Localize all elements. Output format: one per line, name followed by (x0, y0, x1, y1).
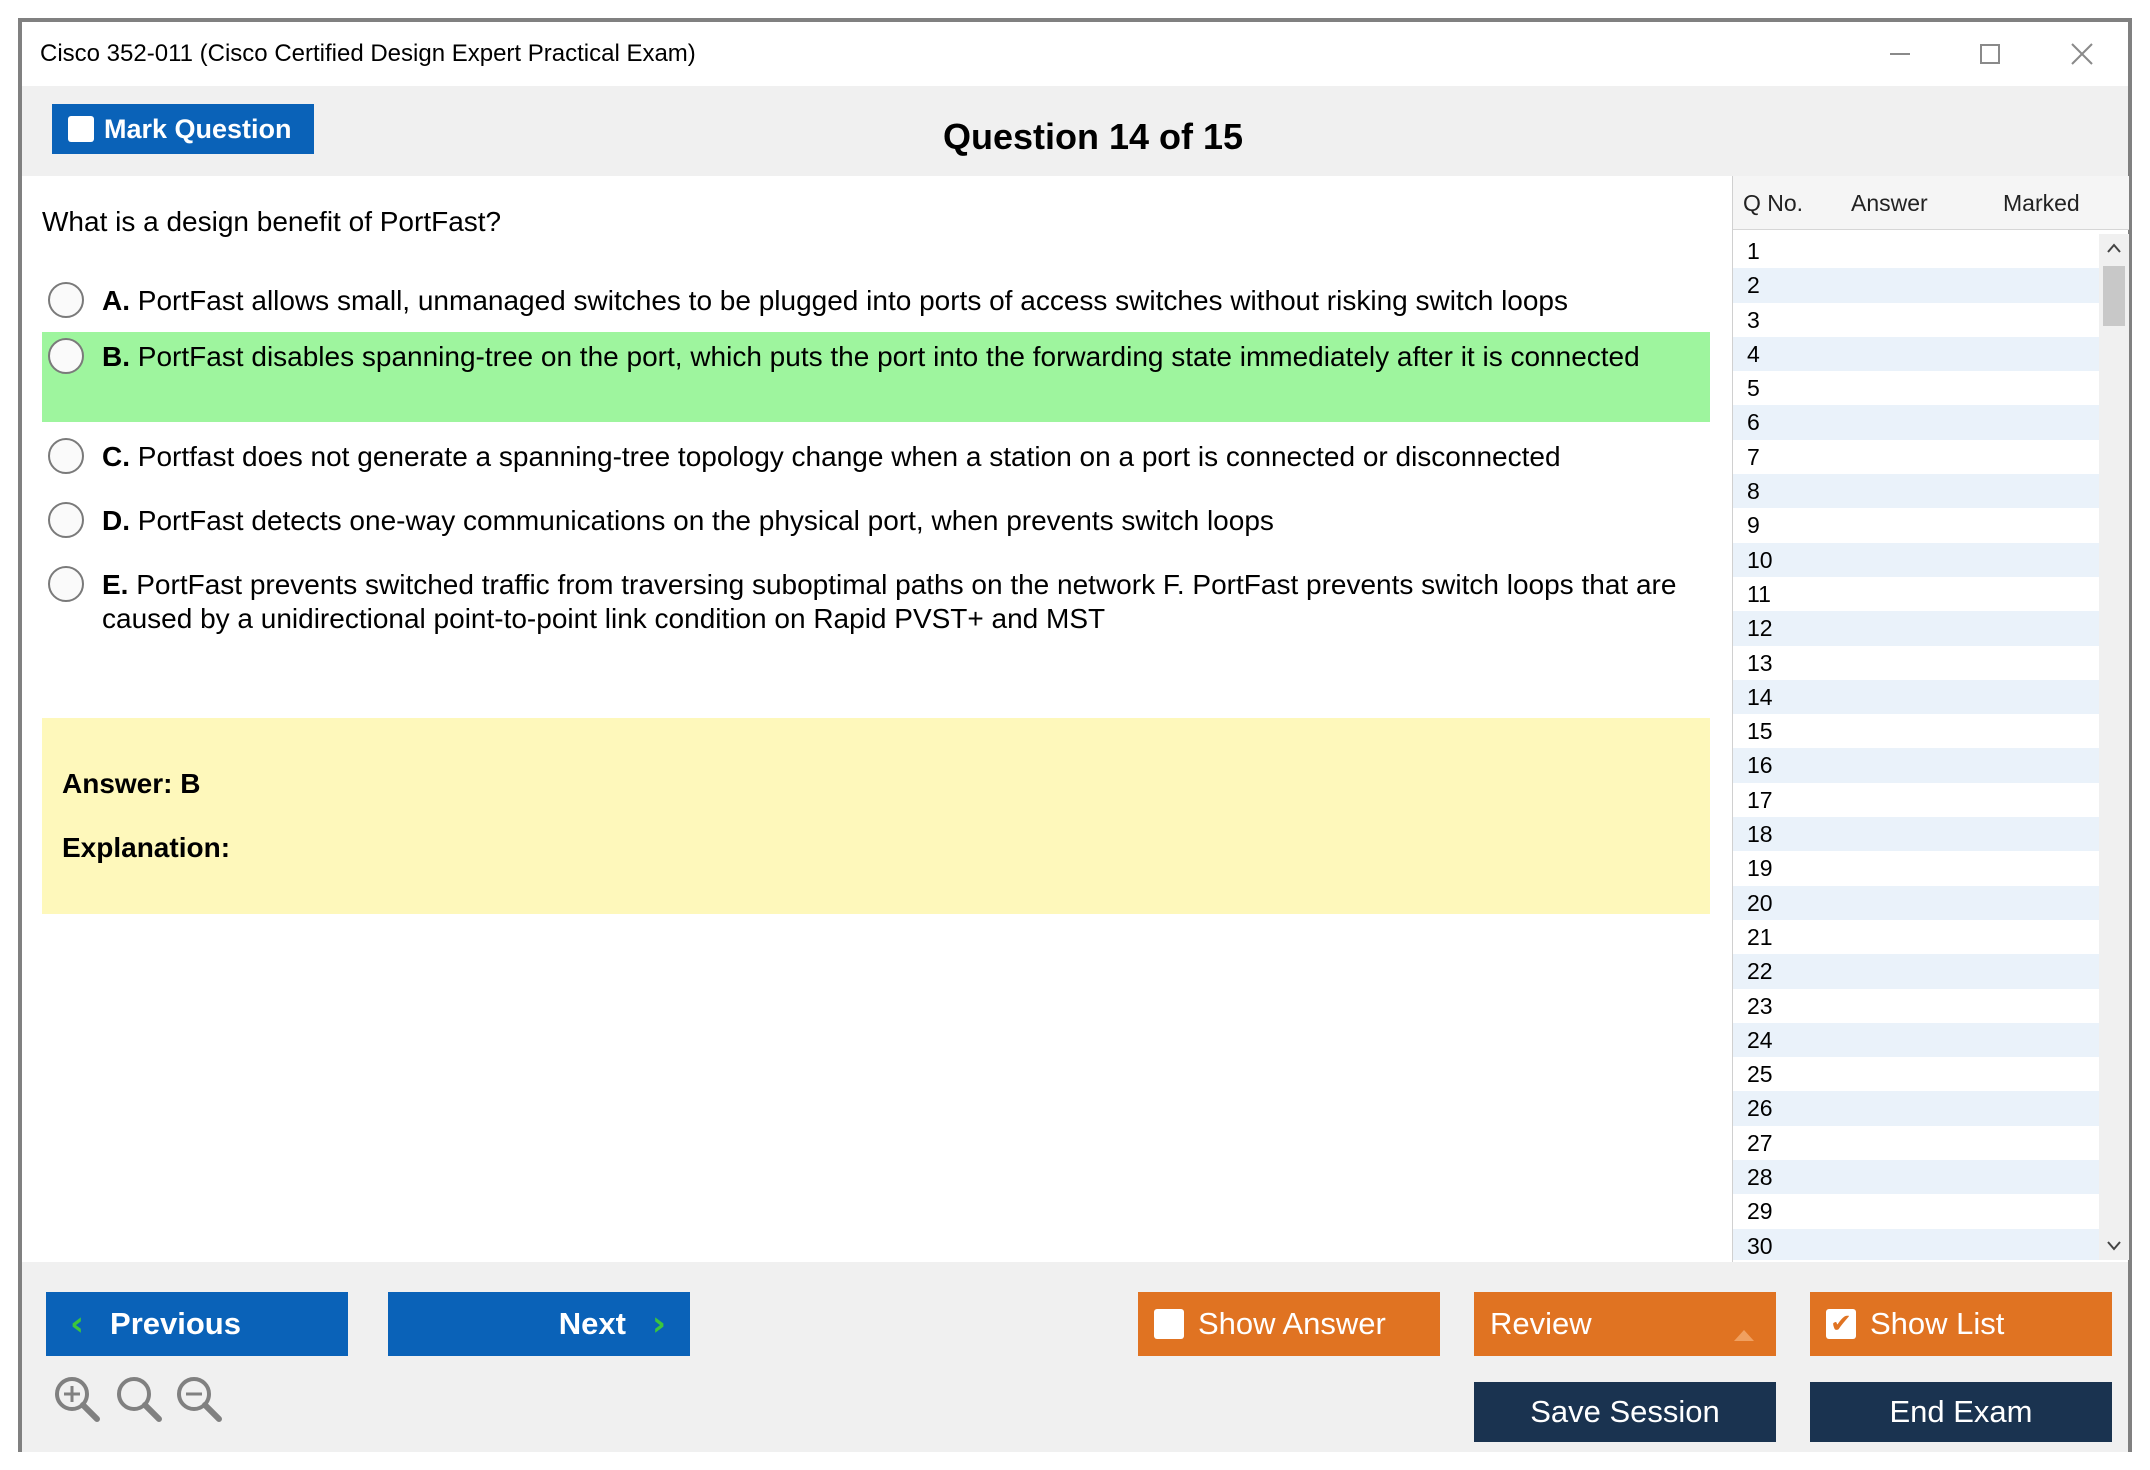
next-button[interactable] (388, 1292, 690, 1356)
option-text: PortFast detects one-way communications on the physical port, when prevents switch loops (130, 505, 1274, 536)
radio-button[interactable] (48, 502, 84, 538)
radio-button[interactable] (48, 566, 84, 602)
option-d[interactable] (42, 496, 1710, 550)
question-panel (22, 176, 1732, 1262)
question-list-row[interactable]: 14 (1733, 680, 2099, 714)
maximize-icon[interactable] (1960, 34, 2020, 74)
question-list-row[interactable]: 27 (1747, 1129, 1773, 1156)
mark-question-button[interactable] (52, 104, 314, 154)
question-list-row[interactable]: 23 (1747, 992, 1773, 1019)
question-list-row[interactable]: 9 (1747, 512, 1760, 539)
zoom-reset-icon[interactable] (114, 1374, 164, 1424)
question-list-row[interactable]: 5 (1747, 375, 1760, 402)
previous-label: Previous (110, 1306, 241, 1341)
zoom-out-icon[interactable] (174, 1374, 224, 1424)
question-list-row[interactable]: 12 (1733, 611, 2099, 645)
save-session-button[interactable] (1474, 1382, 1776, 1442)
question-list-row[interactable]: 6 (1733, 405, 2099, 439)
scroll-down-icon[interactable] (2099, 1232, 2129, 1260)
exam-window (18, 18, 2132, 1452)
option-letter: B. (102, 341, 130, 372)
title-bar (22, 22, 2128, 86)
question-list-row[interactable]: 22 (1733, 954, 2099, 988)
end-exam-button[interactable] (1810, 1382, 2112, 1442)
question-list-rows (1733, 234, 2099, 1260)
radio-button[interactable] (48, 338, 84, 374)
radio-button[interactable] (48, 438, 84, 474)
question-title: Question 14 of 15 (942, 116, 1244, 157)
checkbox-icon (68, 116, 94, 142)
show-list-label: Show List (1870, 1306, 2005, 1341)
end-exam-label: End Exam (1889, 1394, 2033, 1429)
question-list-row[interactable]: 25 (1747, 1061, 1773, 1088)
question-header (22, 86, 2128, 176)
question-list-row[interactable]: 18 (1733, 817, 2099, 851)
option-letter: E. (102, 569, 129, 600)
question-list-row[interactable]: 11 (1747, 580, 1771, 607)
mark-question-label: Mark Question (104, 113, 292, 144)
option-b[interactable] (42, 332, 1710, 422)
option-letter: C. (102, 441, 130, 472)
option-text: PortFast prevents switched traffic from traversing suboptimal paths on the network F. PortFast prevents switch loops that are caused by a unidirectional point-to-point link condition on Rapid PVST+ and MST (102, 569, 1677, 634)
show-list-button[interactable] (1810, 1292, 2112, 1356)
answer-panel (42, 718, 1710, 914)
question-list-row[interactable]: 28 (1733, 1160, 2099, 1194)
question-list-row[interactable]: 8 (1733, 474, 2099, 508)
question-list-row[interactable]: 19 (1747, 855, 1773, 882)
question-list-row[interactable]: 30 (1733, 1229, 2099, 1260)
show-answer-button[interactable] (1138, 1292, 1440, 1356)
option-text: Portfast does not generate a spanning-tree topology change when a station on a port is connected or disconnected (130, 441, 1561, 472)
scrollbar[interactable] (2099, 234, 2129, 1260)
option-letter: D. (102, 505, 130, 536)
window-title: Cisco 352-011 (Cisco Certified Design Expert Practical Exam) (40, 40, 696, 67)
chevron-right-icon: › (651, 1304, 666, 1344)
triangle-up-icon (1734, 1314, 1754, 1350)
option-a[interactable] (42, 276, 1710, 330)
question-list-row[interactable]: 10 (1733, 543, 2099, 577)
question-list-row[interactable]: 20 (1733, 886, 2099, 920)
option-e[interactable] (42, 560, 1710, 650)
option-c[interactable] (42, 432, 1710, 486)
review-button[interactable] (1474, 1292, 1776, 1356)
minimize-icon[interactable] (1870, 34, 1930, 74)
column-header-qno[interactable]: Q No. (1743, 190, 1804, 216)
scroll-up-icon[interactable] (2099, 234, 2129, 262)
question-list-header (1733, 176, 2129, 230)
question-list-row[interactable]: 13 (1747, 649, 1773, 676)
column-header-marked[interactable]: Marked (2003, 190, 2080, 216)
question-list-row[interactable]: 24 (1733, 1023, 2099, 1057)
column-header-answer[interactable]: Answer (1851, 190, 1928, 216)
question-list (1732, 176, 2128, 1262)
question-list-row[interactable]: 17 (1747, 786, 1773, 813)
previous-button[interactable] (46, 1292, 348, 1356)
question-text: What is a design benefit of PortFast? (42, 206, 502, 237)
question-list-row[interactable]: 21 (1747, 923, 1773, 950)
explanation-label: Explanation: (62, 832, 231, 863)
checkmark-icon: ✔ (1826, 1309, 1856, 1339)
option-letter: A. (102, 285, 130, 316)
review-label: Review (1490, 1306, 1592, 1341)
show-answer-label: Show Answer (1198, 1306, 1386, 1341)
question-list-row[interactable]: 2 (1733, 268, 2099, 302)
question-list-row[interactable]: 1 (1747, 238, 1760, 264)
question-list-row[interactable]: 26 (1733, 1091, 2099, 1125)
zoom-in-icon[interactable] (52, 1374, 102, 1424)
question-list-row[interactable]: 3 (1747, 306, 1760, 333)
chevron-left-icon: ‹ (70, 1304, 85, 1344)
question-list-row[interactable]: 4 (1733, 337, 2099, 371)
scrollbar-thumb[interactable] (2103, 266, 2125, 326)
question-list-row[interactable]: 29 (1747, 1198, 1773, 1225)
question-list-row[interactable]: 7 (1747, 443, 1760, 470)
footer-toolbar (22, 1262, 2128, 1452)
answer-label: Answer: B (62, 768, 201, 799)
close-icon[interactable] (2052, 34, 2112, 74)
option-text: PortFast disables spanning-tree on the port, which puts the port into the forwarding state immediately after it is connected (130, 341, 1640, 372)
option-text: PortFast allows small, unmanaged switches to be plugged into ports of access switches without risking switch loops (130, 285, 1569, 316)
next-label: Next (558, 1306, 626, 1341)
radio-button[interactable] (48, 282, 84, 318)
checkbox-icon (1154, 1309, 1184, 1339)
question-list-row[interactable]: 16 (1733, 748, 2099, 782)
save-session-label: Save Session (1530, 1394, 1720, 1429)
question-list-row[interactable]: 15 (1747, 718, 1773, 745)
